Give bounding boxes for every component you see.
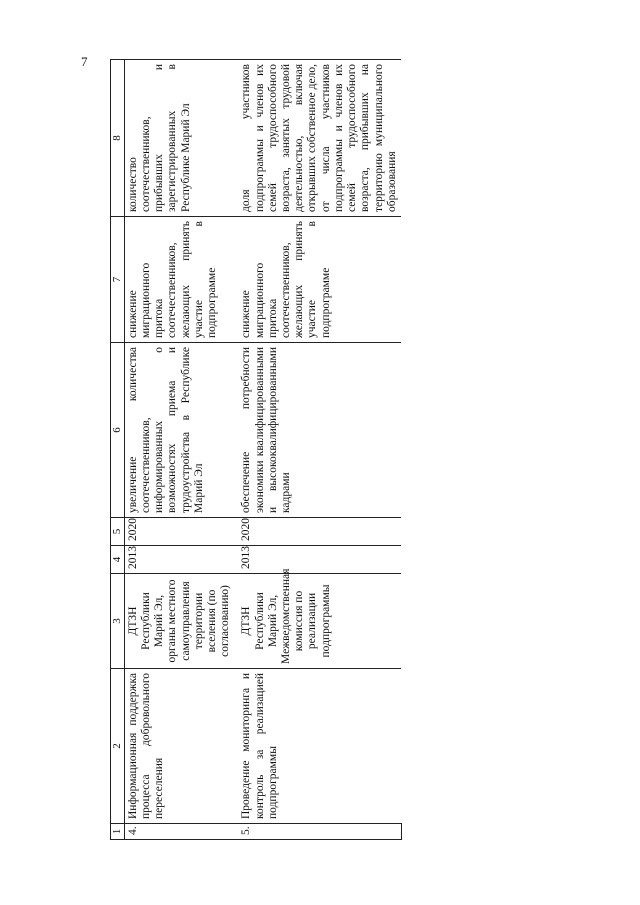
page-number: 7 [81,54,88,69]
table-row [124,60,234,840]
col-number-7: 7 [111,217,125,343]
start-year: 2013 [234,546,401,574]
non-implementation-consequence: снижение миграционного притока соотечественников, желающих принять участие в подпрограмме [234,217,401,343]
col-number-1: 1 [111,824,125,840]
expected-result: увеличение количества соотечественников, информированных о возможностях приема и трудоустройства в Республике Марий Эл [124,343,234,518]
indicator: доля участников подпрограммы и членов их семей трудоспособного возраста, занятых трудовой деятельностью, включая открывших собственное дело, от числа участников подпрограммы и членов их семей трудоспособного возраста, прибывших на территорию муниципального образования [234,60,401,217]
rotated-table-container [110,60,610,840]
col-number-4: 4 [111,546,125,574]
non-implementation-consequence: снижение миграционного притока соотечественников, желающих принять участие в подпрограмме [124,217,234,343]
executor: ДТЗН Республики Марий Эл, Межведомственная комиссия по реализации подпрограммы [234,574,401,669]
event-name: Информационная поддержка процесса добровольного переселения [124,669,234,824]
row-number: 4. [124,824,234,840]
program-events-table [110,59,402,840]
expected-result: обеспечение потребности экономики квалифицированными и высококвалифицированными кадрами [234,343,401,518]
end-year: 2020 [234,518,401,546]
start-year: 2013 [124,546,234,574]
col-number-2: 2 [111,669,125,824]
row-number: 5. [234,824,401,840]
indicator: количество соотечественников, прибывших и зарегистрированных в Республике Марий Эл [124,60,234,217]
column-number-row [111,60,125,840]
executor: ДТЗН Республики Марий Эл, органы местного самоуправления территории вселения (по согласованию) [124,574,234,669]
table-row [234,60,401,840]
col-number-3: 3 [111,574,125,669]
col-number-6: 6 [111,343,125,518]
end-year: 2020 [124,518,234,546]
event-name: Проведение мониторинга и контроль за реализацией подпрограммы [234,669,401,824]
col-number-5: 5 [111,518,125,546]
col-number-8: 8 [111,60,125,217]
